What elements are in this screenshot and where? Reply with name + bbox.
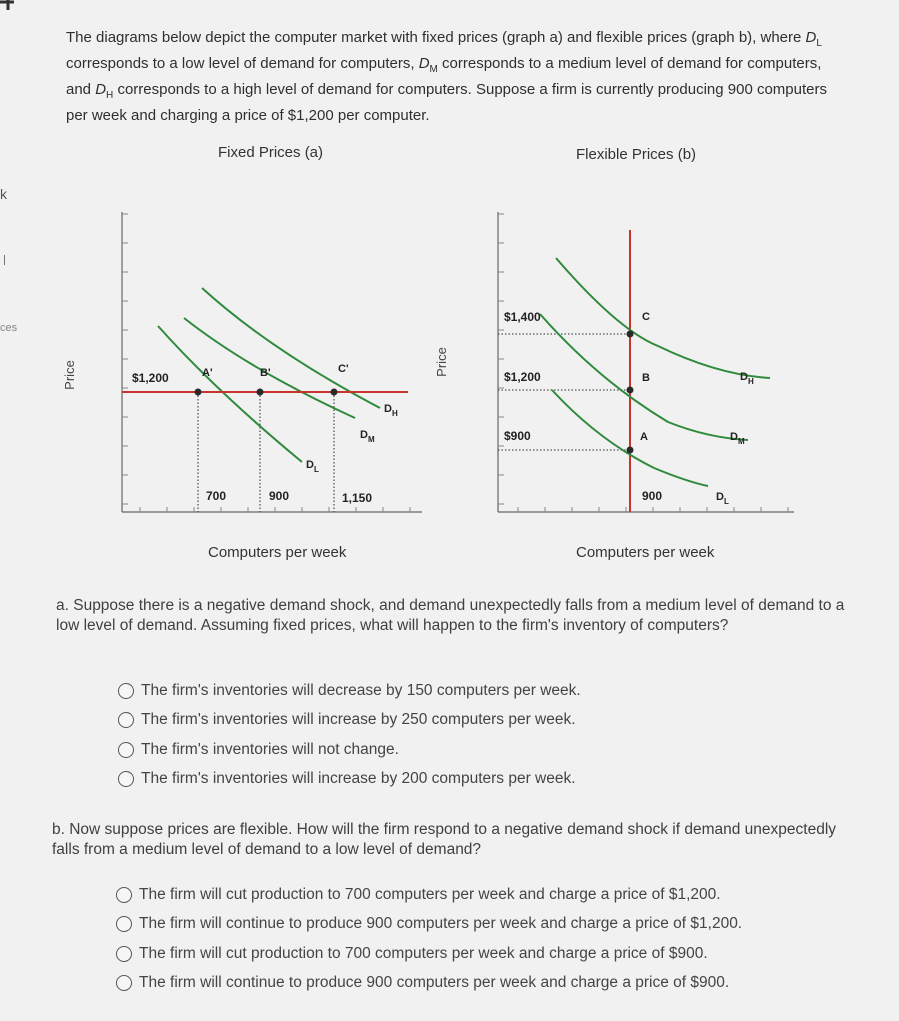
graph-b-title: Flexible Prices (b) [576, 146, 697, 163]
option-b-2[interactable]: The firm will continue to produce 900 computers per week and charge a price of $1,200. [116, 910, 742, 940]
option-a-4[interactable]: The firm's inventories will increase by 200 computers per week. [118, 765, 581, 795]
price-label-1400: $1,400 [504, 310, 541, 324]
option-a-2[interactable]: The firm's inventories will increase by 250 computers per week. [118, 706, 581, 736]
curve-dl [158, 326, 302, 462]
label-a-prime: A' [202, 367, 213, 379]
graph-a-x-label: Computers per week [208, 544, 347, 561]
price-label-1200-b: $1,200 [504, 370, 541, 384]
plus-icon [0, 0, 16, 16]
curve-label-dh: $D_H$ [384, 403, 398, 418]
option-a-3[interactable]: The firm's inventories will not change. [118, 735, 581, 765]
point-a-prime [195, 389, 202, 396]
curve-dh [202, 288, 380, 408]
radio-button[interactable] [116, 887, 132, 903]
radio-button[interactable] [116, 916, 132, 932]
radio-button[interactable] [118, 771, 134, 787]
edge-mark [0, 255, 5, 265]
point-c-prime [331, 389, 338, 396]
label-b-prime: B' [260, 367, 271, 379]
graph-a-y-label: Price [62, 360, 77, 390]
curve-label-dl: $D_L$ [306, 459, 319, 474]
label-a: A [640, 431, 648, 443]
option-b-3[interactable]: The firm will cut production to 700 computers per week and charge a price of $900. [116, 939, 742, 969]
graph-b-y-label: Price [434, 347, 449, 377]
question-a-text: a. Suppose there is a negative demand shock, and demand unexpectedly falls from a medium level of demand to a low level of demand. Assuming fixed prices, what will happen to the firm's inventory of computers? [56, 597, 845, 634]
radio-button[interactable] [118, 742, 134, 758]
radio-button[interactable] [116, 946, 132, 962]
qty-label-700: 700 [206, 489, 227, 503]
question-a-options [118, 676, 581, 794]
label-b: B [642, 372, 650, 384]
graph-a-chart [50, 200, 440, 530]
price-label-1200: $1,200 [132, 371, 169, 385]
curve-label-b-dh: $D_H$ [740, 371, 754, 386]
point-b-prime [257, 389, 264, 396]
price-label-900: $900 [504, 429, 531, 443]
curve-b-dh [556, 258, 770, 378]
qty-label-1150: 1,150 [342, 491, 373, 505]
graph-b-x-label: Computers per week [576, 544, 715, 561]
option-a-1[interactable]: The firm's inventories will decrease by 150 computers per week. [118, 676, 581, 706]
qty-label-900-b: 900 [642, 489, 663, 503]
curve-label-b-dm: $D_M$ [730, 431, 745, 446]
radio-button[interactable] [116, 975, 132, 991]
qty-label-900: 900 [269, 489, 290, 503]
graph-a-title: Fixed Prices (a) [218, 144, 324, 161]
option-b-4[interactable]: The firm will continue to produce 900 computers per week and charge a price of $900. [116, 969, 742, 999]
intro-paragraph: The diagrams below depict the computer market with fixed prices (graph a) and flexible prices (graph b), where $D_L$ corresponds to a low level of demand for computers, $D_M$ corresponds to a medium level of demand for computers, and $D_H$ corresponds to a high level of demand for computers. Suppose a firm is currently producing 900 computers per week and charging a price of $1,200 per computer. [66, 29, 827, 124]
option-b-1[interactable]: The firm will cut production to 700 computers per week and charge a price of $1,200. [116, 880, 742, 910]
edge-text-k: k [0, 186, 7, 202]
left-edge-fragment [0, 0, 18, 1021]
curve-label-b-dl: $D_L$ [716, 491, 729, 506]
label-c-prime: C' [338, 363, 349, 375]
radio-button[interactable] [118, 683, 134, 699]
point-b [627, 387, 634, 394]
point-c [627, 331, 634, 338]
label-c: C [642, 311, 650, 323]
graph-b-chart [418, 200, 808, 530]
question-b-options [116, 880, 742, 998]
radio-button[interactable] [118, 712, 134, 728]
point-a [627, 447, 634, 454]
question-b-text: b. Now suppose prices are flexible. How will the firm respond to a negative demand shock if demand unexpectedly falls from a medium level of demand to a low level of demand? [52, 821, 837, 858]
edge-text-ces: ces [0, 322, 18, 334]
curve-label-dm: $D_M$ [360, 429, 375, 444]
